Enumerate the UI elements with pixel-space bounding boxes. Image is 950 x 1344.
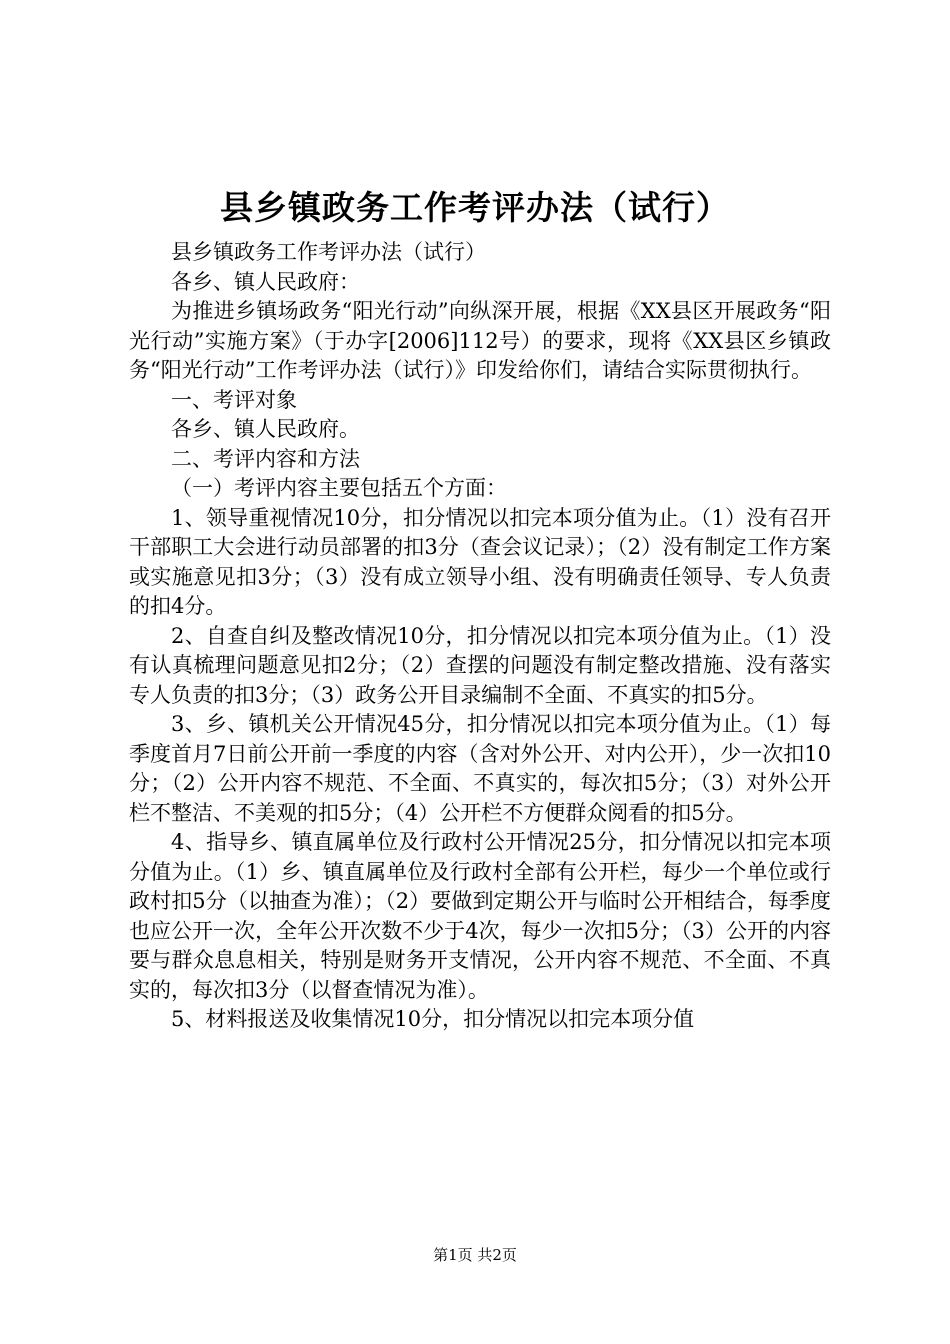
paragraph-intro: 为推进乡镇场政务“阳光行动”向纵深开展，根据《XX县区开展政务“阳光行动”实施方案》（于办字[2006]112号）的要求，现将《XX县区乡镇政务“阳光行动”工作考评办法（试行）》印发给你们，请结合实际贯彻执行。 — [129, 299, 831, 382]
item-3-organ-disclosure: 3、乡、镇机关公开情况45分，扣分情况以扣完本项分值为止。（1）每季度首月7日前公开前一季度的内容（含对外公开、对内公开），少一次扣10分；（2）公开内容不规范、不全面、不真实的，每次扣5分；（3）对外公开栏不整洁、不美观的扣5分；（4）公开栏不方便群众阅看的扣5分。 — [129, 712, 831, 825]
paragraph-target: 各乡、镇人民政府。 — [171, 417, 360, 441]
page-number-footer: 第1页 共2页 — [433, 1246, 517, 1264]
section-heading-2: 二、考评内容和方法 — [171, 446, 360, 471]
subsection-heading-1: （一）考评内容主要包括五个方面： — [171, 476, 507, 500]
item-5-materials: 5、材料报送及收集情况10分，扣分情况以扣完本项分值 — [171, 1007, 695, 1031]
item-2-self-check: 2、自查自纠及整改情况10分，扣分情况以扣完本项分值为止。（1）没有认真梳理问题意见扣2分；（2）查摆的问题没有制定整改措施、没有落实专人负责的扣3分；（3）政务公开目录编制不全面、不真实的扣5分。 — [129, 623, 831, 707]
item-4-guidance-disclosure: 4、指导乡、镇直属单位及行政村公开情况25分，扣分情况以扣完本项分值为止。（1）乡、镇直属单位及行政村全部有公开栏，每少一个单位或行政村扣5分（以抽查为准）；（2）要做到定期公开与临时公开相结合，每季度也应公开一次，全年公开次数不少于4次，每少一次扣5分；（3）公开的内容要与群众息息相关，特别是财务开支情况，公开内容不规范、不全面、不真实的，每次扣3分（以督查情况为准）。 — [129, 830, 831, 1002]
section-heading-1: 一、考评对象 — [171, 387, 297, 412]
paragraph-subtitle: 县乡镇政务工作考评办法（试行） — [171, 240, 486, 264]
document-body — [129, 238, 831, 1035]
item-1-leadership: 1、领导重视情况10分，扣分情况以扣完本项分值为止。（1）没有召开干部职工大会进行动员部署的扣3分（查会议记录）；（2）没有制定工作方案或实施意见扣3分；（3）没有成立领导小组、没有明确责任领导、专人负责的扣4分。 — [129, 505, 831, 618]
document-title: 县乡镇政务工作考评办法（试行） — [220, 188, 730, 227]
paragraph-addressee: 各乡、镇人民政府： — [171, 269, 360, 294]
